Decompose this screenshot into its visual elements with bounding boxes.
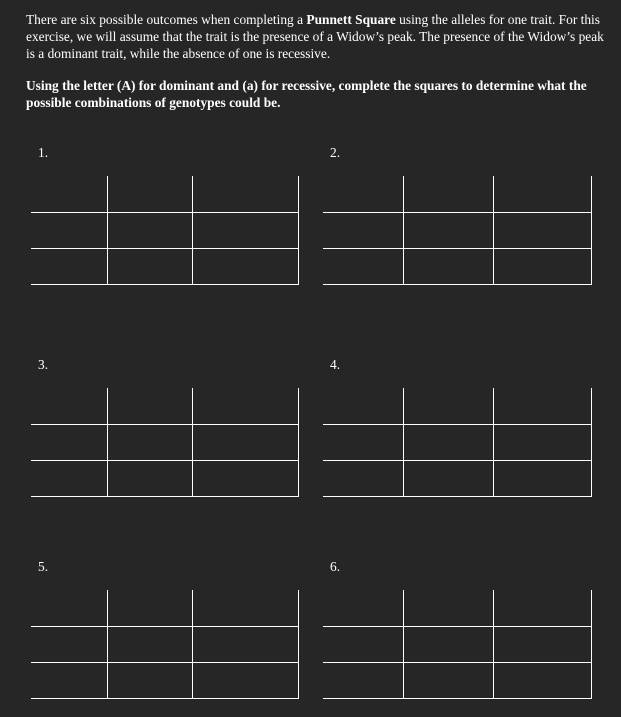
grid-line xyxy=(591,176,592,284)
grid-line xyxy=(493,590,494,698)
grid-line xyxy=(323,626,592,627)
grid-line xyxy=(323,662,592,663)
punnett-square-4[interactable] xyxy=(323,388,593,501)
punnett-square-1[interactable] xyxy=(31,176,301,289)
grid-line xyxy=(192,590,193,698)
grid-line xyxy=(493,176,494,284)
grid-line xyxy=(31,496,299,497)
grid-line xyxy=(323,248,592,249)
grid-line xyxy=(31,698,299,699)
grid-line xyxy=(323,424,592,425)
grid-line xyxy=(323,284,592,285)
grid-line xyxy=(403,388,404,496)
square-3-label: 3. xyxy=(38,357,49,372)
square-2-label: 2. xyxy=(330,145,341,160)
grid-line xyxy=(591,388,592,496)
grid-line xyxy=(591,590,592,698)
intro-paragraph xyxy=(26,11,616,62)
grid-line xyxy=(298,388,299,496)
intro-text-start: There are six possible outcomes when completing a xyxy=(26,12,307,27)
grid-line xyxy=(323,212,592,213)
grid-line xyxy=(403,176,404,284)
grid-line xyxy=(323,698,592,699)
grid-line xyxy=(323,496,592,497)
grid-line xyxy=(31,460,299,461)
punnett-square-3[interactable] xyxy=(31,388,301,501)
square-4-label: 4. xyxy=(330,357,341,372)
square-1-label: 1. xyxy=(38,145,49,160)
grid-line xyxy=(31,284,299,285)
grid-line xyxy=(31,424,299,425)
punnett-square-2[interactable] xyxy=(323,176,593,289)
grid-line xyxy=(403,590,404,698)
grid-line xyxy=(31,248,299,249)
grid-line xyxy=(31,626,299,627)
intro-text-end: using the alleles for one trait. For this exercise, we will assume that the trait is the presence of a Widow’s peak. The presence of the Widow’s peak is a dominant trait, while the absence of one is recessive. xyxy=(26,12,604,61)
punnett-square-6[interactable] xyxy=(323,590,593,703)
intro-punnett-square-term: Punnett Square xyxy=(306,12,396,27)
square-5-label: 5. xyxy=(38,559,49,574)
grid-line xyxy=(192,388,193,496)
grid-line xyxy=(31,212,299,213)
grid-line xyxy=(323,460,592,461)
grid-line xyxy=(493,388,494,496)
instructions: Using the letter (A) for dominant and (a) for recessive, complete the squares to determine what the possible combinations of genotypes could be. xyxy=(26,78,587,110)
grid-line xyxy=(298,590,299,698)
grid-line xyxy=(107,388,108,496)
grid-line xyxy=(192,176,193,284)
grid-line xyxy=(107,590,108,698)
grid-line xyxy=(298,176,299,284)
punnett-square-5[interactable] xyxy=(31,590,301,703)
square-6-label: 6. xyxy=(330,559,341,574)
grid-line xyxy=(31,662,299,663)
grid-line xyxy=(107,176,108,284)
